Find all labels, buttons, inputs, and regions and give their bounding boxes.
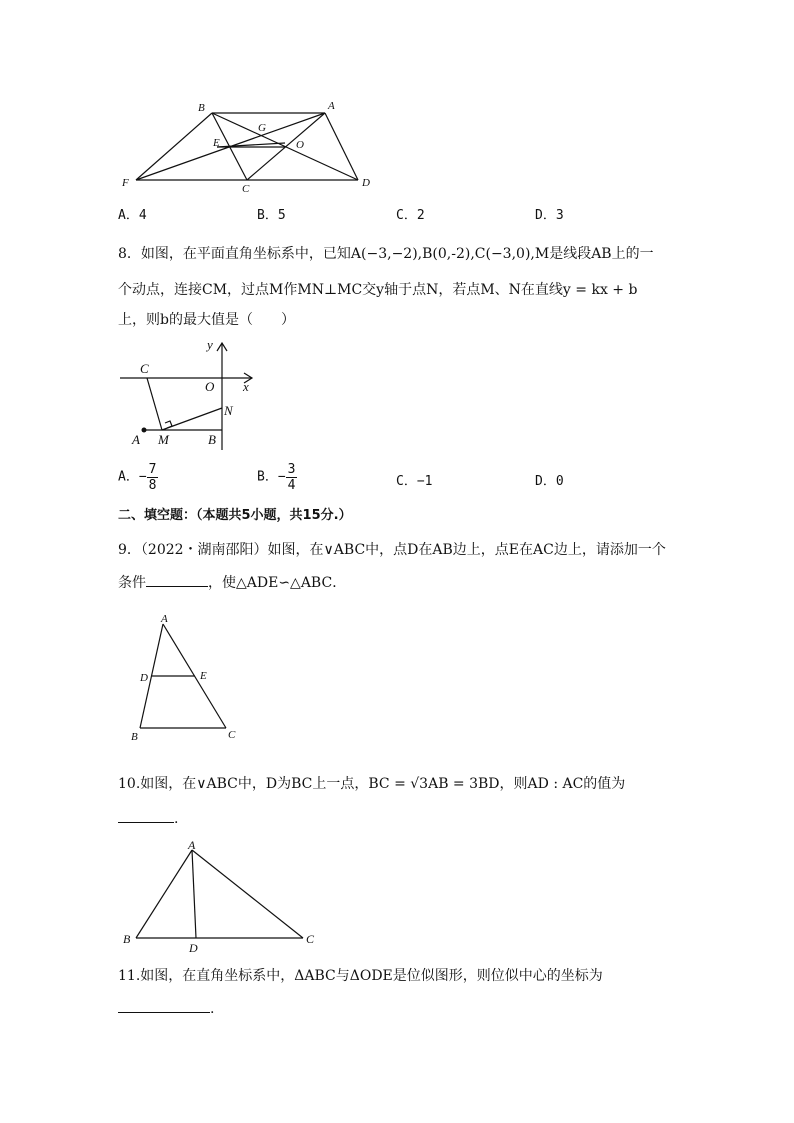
q8-option-a-sign: − <box>138 469 147 485</box>
q8-option-c[interactable]: C．−1 <box>396 474 433 489</box>
label-O: O <box>205 379 215 394</box>
label-C: C <box>306 932 315 946</box>
figure-q9-triangle <box>128 610 243 745</box>
q10-line2-end: . <box>174 811 179 827</box>
label-A: A <box>328 100 335 112</box>
q11-line2-end: . <box>210 1001 215 1017</box>
label-C: C <box>228 729 236 741</box>
label-A: A <box>132 432 140 447</box>
label-C: C <box>140 361 149 376</box>
label-A: A <box>161 613 168 625</box>
figure-q7-trapezoid <box>110 95 380 200</box>
label-G: G <box>258 122 266 134</box>
q9-text-line1: 9．（2022・湖南邵阳）如图，在∨ABC中，点D在AB边上，点E在AC边上，请添加一个 <box>118 542 666 558</box>
figure-q10-triangle <box>120 836 325 956</box>
q7-option-a[interactable]: A．4 <box>118 208 147 223</box>
q8-option-b-numerator: 3 <box>287 462 296 477</box>
q9-line2-end: ，使△ADE∽△ABC． <box>208 575 347 591</box>
label-D: D <box>362 177 370 189</box>
q9-line2-start: 条件 <box>118 575 146 591</box>
label-y: y <box>207 337 213 352</box>
q7-option-d[interactable]: D．3 <box>535 208 564 223</box>
q8-option-a-fraction <box>147 462 159 493</box>
label-F: F <box>122 177 129 189</box>
q8-text-line3: 上，则b的最大值是（ ） <box>118 312 295 328</box>
label-x: x <box>243 379 249 394</box>
label-B: B <box>198 102 205 114</box>
q8-text-line2: 个动点，连接CM，过点M作MN⊥MC交y轴于点N，若点M、N在直线y = kx + b <box>118 282 638 298</box>
q8-option-a-denominator: 8 <box>148 478 157 493</box>
q8-option-a-numerator: 7 <box>148 462 157 477</box>
q9-text-line2 <box>118 572 346 593</box>
label-E: E <box>200 670 207 682</box>
q10-text-line1: 10.如图，在∨ABC中，D为BC上一点，BC = √3AB = 3BD，则AD : AC的值为 <box>118 776 626 792</box>
q7-option-b[interactable]: B．5 <box>257 208 286 223</box>
label-E: E <box>213 137 220 149</box>
q8-option-b[interactable] <box>257 462 297 502</box>
q8-option-a[interactable] <box>118 462 158 502</box>
label-O: O <box>296 139 304 151</box>
q10-answer-blank[interactable] <box>118 808 174 823</box>
label-N: N <box>224 403 233 418</box>
q8-option-b-sign: − <box>277 469 286 485</box>
q11-text-line1: 11.如图，在直角坐标系中，ΔABC与ΔODE是位似图形，则位似中心的坐标为 <box>118 968 603 984</box>
q9-answer-blank[interactable] <box>146 572 208 587</box>
q11-answer-blank[interactable] <box>118 998 210 1013</box>
label-C: C <box>242 183 250 195</box>
q11-text-line2 <box>118 998 214 1019</box>
q8-option-b-prefix: B． <box>257 469 278 485</box>
section-heading-fill-in: 二、填空题：（本题共5小题，共15分.） <box>118 508 352 523</box>
label-D: D <box>189 941 198 955</box>
label-B: B <box>131 731 138 743</box>
q8-option-d[interactable]: D．0 <box>535 474 564 489</box>
q8-text-line1: 8．如图，在平面直角坐标系中，已知A(−3,−2),B(0,-2),C(−3,0),M是线段AB上的一 <box>118 246 654 262</box>
q8-option-a-prefix: A． <box>118 469 139 485</box>
q7-option-c[interactable]: C．2 <box>396 208 425 223</box>
label-B: B <box>123 932 131 946</box>
label-B: B <box>208 432 216 447</box>
q10-text-line2 <box>118 808 178 829</box>
q8-option-b-fraction <box>286 462 298 493</box>
label-D: D <box>140 672 148 684</box>
q8-option-b-denominator: 4 <box>287 478 296 493</box>
figure-q8-coordinate <box>112 335 262 455</box>
label-M: M <box>158 432 169 447</box>
label-A: A <box>188 838 196 852</box>
